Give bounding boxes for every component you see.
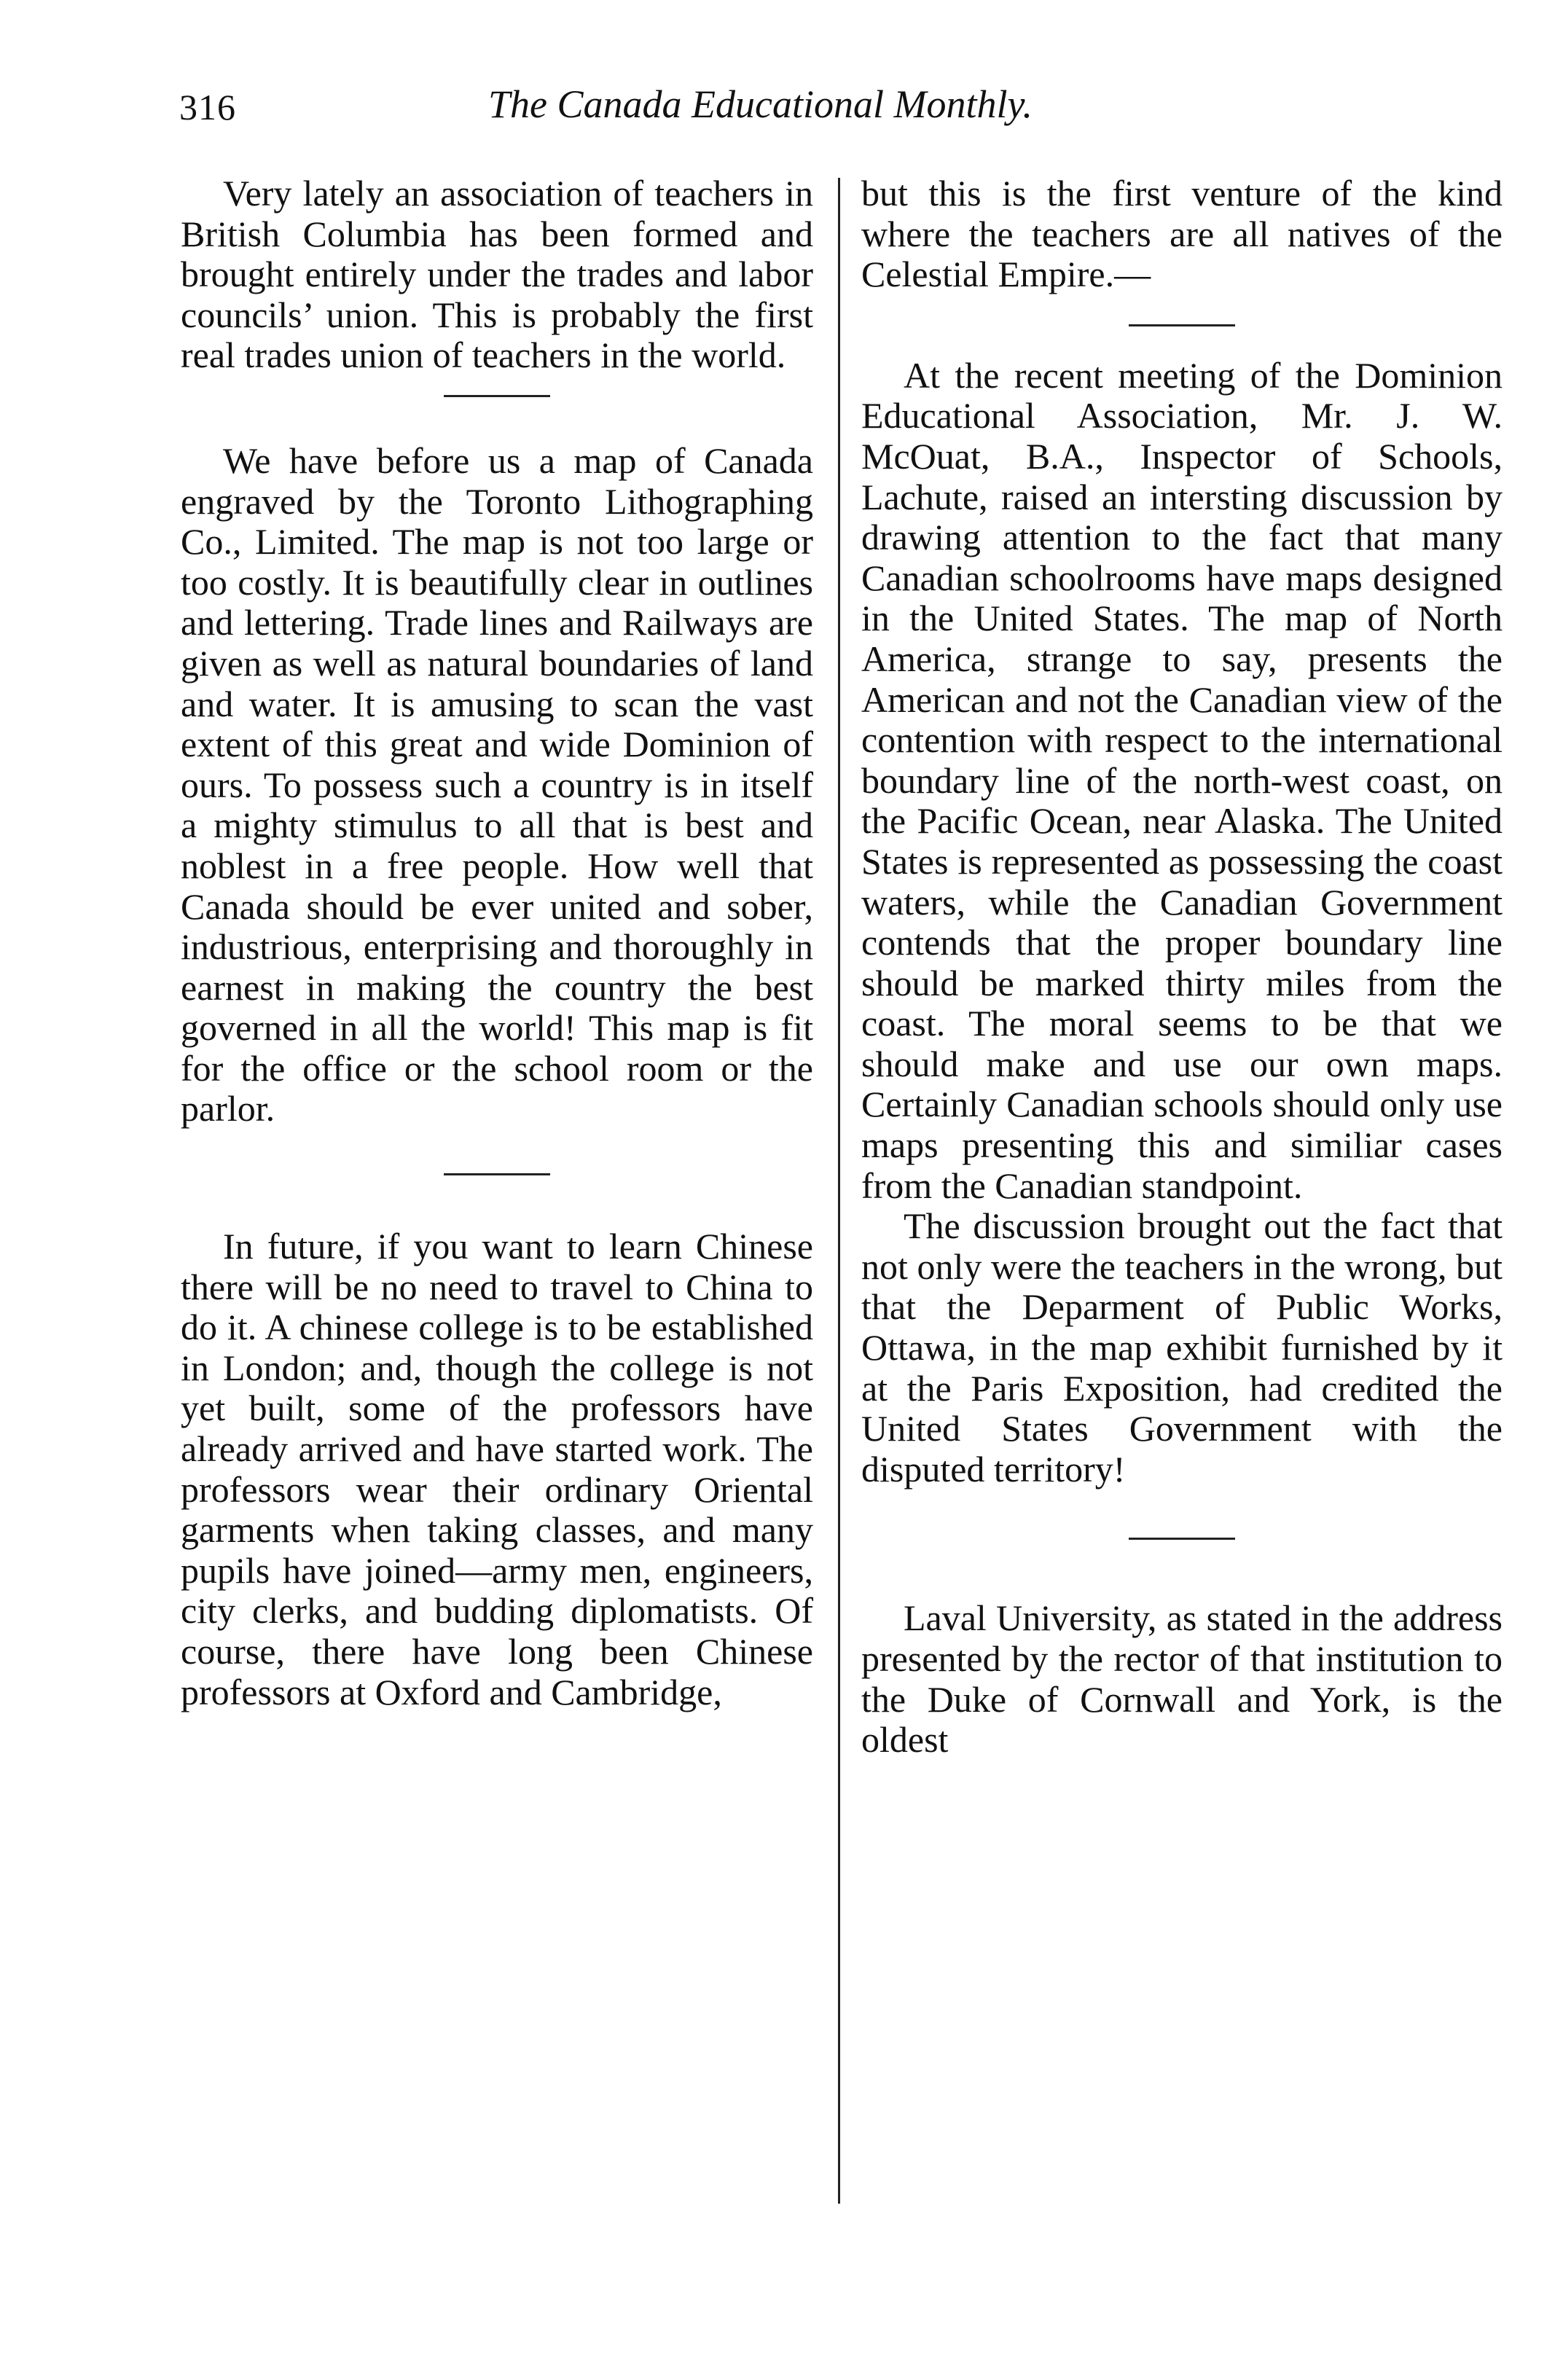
running-head: The Canada Educational Monthly. xyxy=(488,82,1033,126)
section-rule xyxy=(444,395,550,397)
paragraph-chinese-college-continued: but this is the first venture of the kind where the teachers are all natives of the Celestial Empire.— xyxy=(861,173,1503,295)
left-column xyxy=(181,173,813,1712)
paragraph-educational-association: At the recent meeting of the Dominion Educational Association, Mr. J. W. McOuat, B.A., Inspector of Schools, Lachute, raised an intersting discussion by drawing attention to the fact that many Canadian schoolrooms have maps designed in the United States. The map of North America, strange to say, presents the American and not the Canadian view of the contention with respect to the international boundary line of the north-west coast, on the Pacific Ocean, near Alaska. The United States is represented as possessing the coast waters, while the Canadian Government contends that the proper boundary line should be marked thirty miles from the coast. The moral seems to be that we should make and use our own maps. Certainly Canadian schools should only use maps presenting this and similiar cases from the Canadian standpoint. xyxy=(861,354,1503,1206)
section-rule xyxy=(1129,1538,1235,1540)
page-number: 316 xyxy=(179,87,236,128)
paragraph-map-of-canada: We have before us a map of Canada engraved by the Toronto Lithographing Co., Limited. The map is not too large or too costly. It is beautifully clear in outlines and lettering. Trade lines and Railways are given as well as natural boundaries of land and water. It is amusing to scan the vast extent of this great and wide Dominion of ours. To possess such a country is in itself a mighty stimulus to all that is best and noblest in a free people. How well that Canada should be ever united and sober, industrious, enterprising and thoroughly in earnest in making the country the best governed in all the world! This map is fit for the office or the school room or the parlor. xyxy=(181,439,813,1130)
column-divider xyxy=(838,178,840,2204)
section-rule xyxy=(1129,324,1235,326)
paragraph-laval-university: Laval University, as stated in the address presented by the rector of that institution to the Duke of Cornwall and York, is the oldest xyxy=(861,1597,1503,1761)
paragraph-chinese-college: In future, if you want to learn Chinese there will be no need to travel to China to do it. A chinese college is to be established in London; and, though the college is not yet built, some of the professors have already arrived and have started work. The professors wear their ordinary Oriental garments when taking classes, and many pupils have joined—army men, engineers, city clerks, and budding diplomatists. Of course, there have long been Chinese professors at Oxford and Cambridge, xyxy=(181,1226,813,1712)
section-rule xyxy=(444,1173,550,1175)
right-column xyxy=(861,173,1503,1761)
paragraph-teachers-union: Very lately an association of teachers in British Columbia has been formed and brought entirely under the trades and labor councils’ union. This is probably the first real trades union of teachers in the world. xyxy=(181,173,813,376)
paragraph-disputed-territory: The discussion brought out the fact that not only were the teachers in the wrong, but that the Deparment of Public Works, Ottawa, in the map exhibit furnished by it at the Paris Exposition, had credited the United States Government with the disputed territory! xyxy=(861,1205,1503,1490)
